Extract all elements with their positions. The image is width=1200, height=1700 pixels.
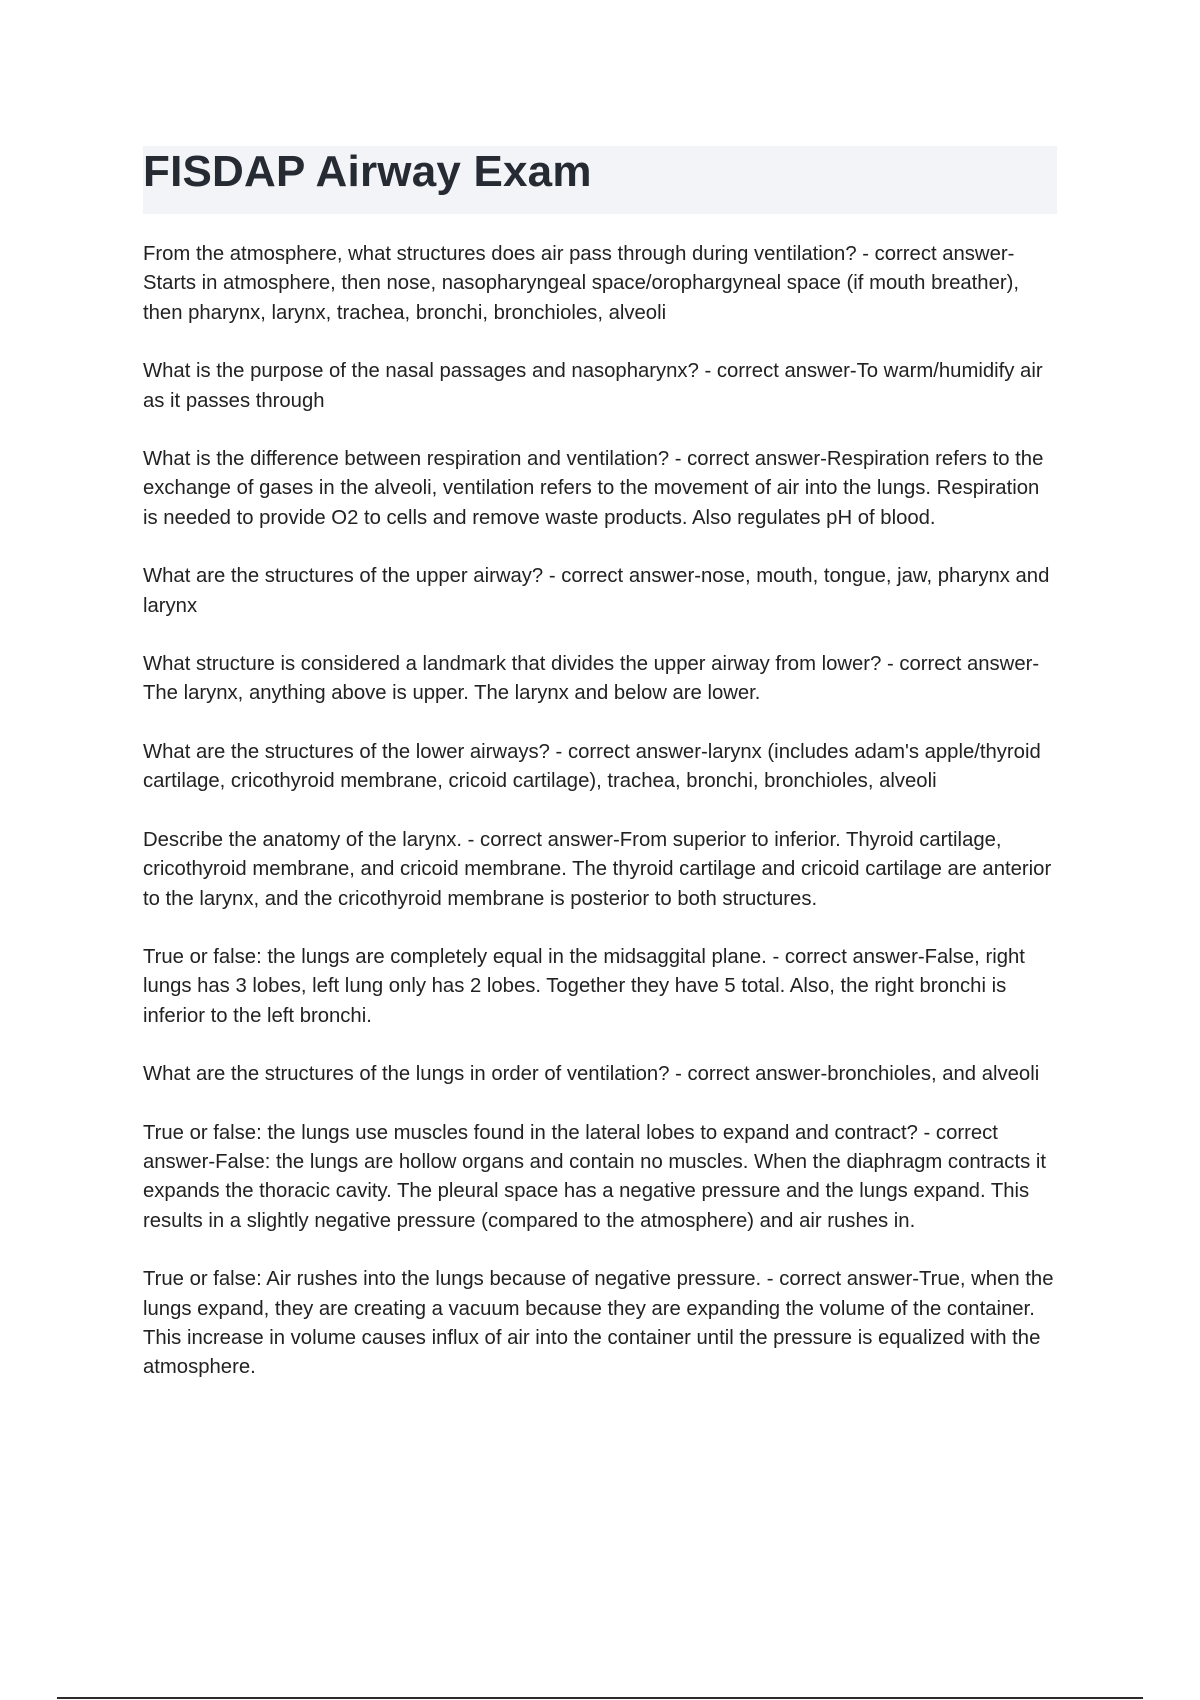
qa-item: What is the purpose of the nasal passages and nasopharynx? - correct answer-To warm/humidify air as it passes through [143, 360, 1043, 412]
qa-item: True or false: the lungs use muscles found in the lateral lobes to expand and contract? - correct answer-False: the lungs are hollow organs and contain no muscles. When the diaphragm contracts it expands the thoracic cavity. The pleural space has a negative pressure and the lungs expand. This results in a slightly negative pressure (compared to the atmosphere) and air rushes in. [143, 1121, 1046, 1232]
qa-item: What are the structures of the lungs in order of ventilation? - correct answer-bronchioles, and alveoli [143, 1063, 1040, 1086]
question-answer-list [143, 240, 1059, 1412]
qa-item: From the atmosphere, what structures does air pass through during ventilation? - correct answer-Starts in atmosphere, then nose, nasopharyngeal space/orophargyneal space (if mouth breather), then pharynx, larynx, trachea, bronchi, bronchioles, alveoli [143, 243, 1019, 324]
qa-item: True or false: the lungs are completely equal in the midsaggital plane. - correct answer-False, right lungs has 3 lobes, left lung only has 2 lobes. Together they have 5 total. Also, the right bronchi is inferior to the left bronchi. [143, 945, 1025, 1027]
qa-item: True or false: Air rushes into the lungs because of negative pressure. - correct answer-True, when the lungs expand, they are creating a vacuum because they are expanding the volume of the container. This increase in volume causes influx of air into the container until the pressure is equalized with the atmosphere. [143, 1268, 1054, 1379]
footer-divider [57, 1697, 1143, 1699]
qa-item: What are the structures of the upper airway? - correct answer-nose, mouth, tongue, jaw, pharynx and larynx [143, 565, 1050, 617]
qa-item: Describe the anatomy of the larynx. - correct answer-From superior to inferior. Thyroid cartilage, cricothyroid membrane, and cricoid membrane. The thyroid cartilage and cricoid cartilage are anterior to the larynx, and the cricothyroid membrane is posterior to both structures. [143, 828, 1052, 910]
qa-item: What is the difference between respiration and ventilation? - correct answer-Respiration refers to the exchange of gases in the alveoli, ventilation refers to the movement of air into the lungs. Respiration is needed to provide O2 to cells and remove waste products. Also regulates pH of blood. [143, 448, 1044, 529]
qa-item: What structure is considered a landmark that divides the upper airway from lower? - correct answer-The larynx, anything above is upper. The larynx and below are lower. [143, 653, 1040, 705]
qa-item: What are the structures of the lower airways? - correct answer-larynx (includes adam's apple/thyroid cartilage, cricothyroid membrane, cricoid cartilage), trachea, bronchi, bronchioles, alveoli [143, 740, 1041, 793]
document-title: FISDAP Airway Exam [143, 147, 592, 196]
